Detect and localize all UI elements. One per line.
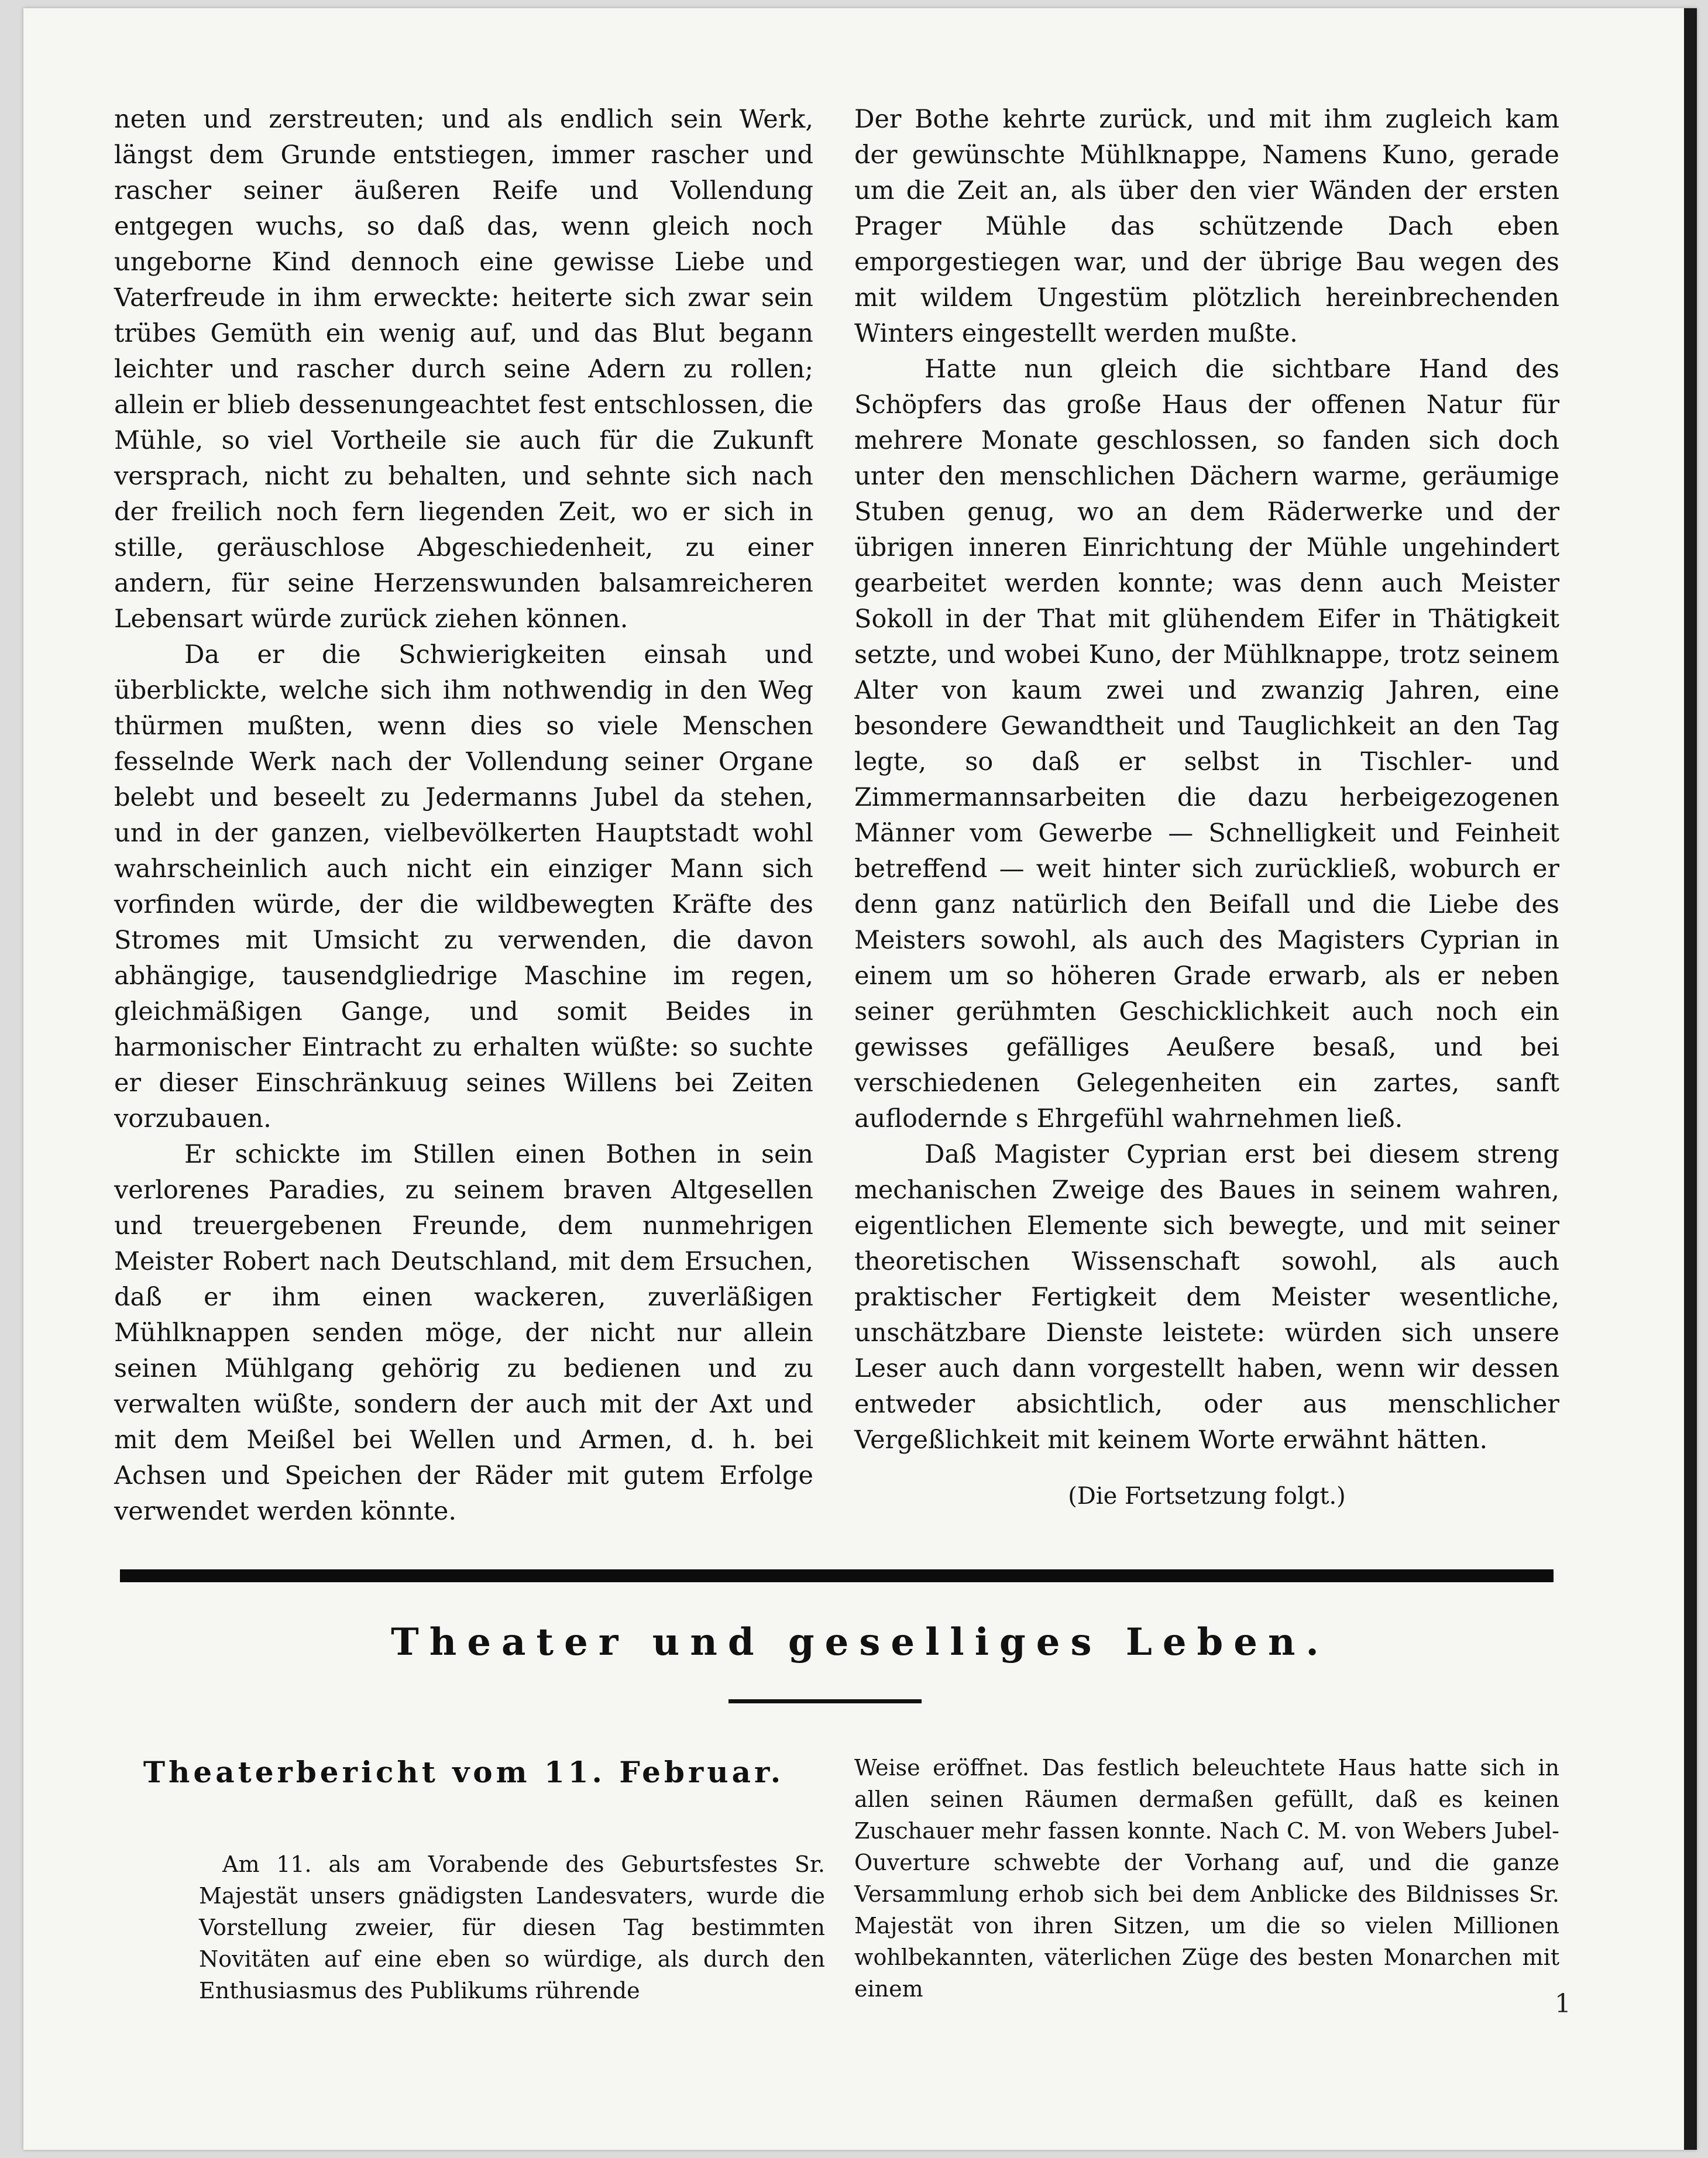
continuation-note: (Die Fortsetzung folgt.) [1068, 1483, 1346, 1510]
paragraph: neten und zerstreuten; und als endlich sein Werk, längst dem Grunde entstiegen, immer rascher und rascher seiner äußeren Reife und Vollendung entgegen wuchs, so daß das, wenn gleich noch ungeborne Kind dennoch eine gewisse Liebe und Vaterfreude in ihm erweckte: heiterte sich zwar sein trübes Gemüth ein wenig auf, und das Blut begann leichter und rascher durch seine Adern zu rollen; allein er blieb dessenungeachtet fest entschlossen, die Mühle, so viel Vortheile sie auch für die Zukunft versprach, nicht zu behalten, und sehnte sich nach der freilich noch fern liegenden Zeit, wo er sich in stille, geräuschlose Abgeschiedenheit, zu einer andern, für seine Herzenswunden balsamreicheren Lebensart würde zurück ziehen können. [114, 105, 813, 634]
report-left-column [199, 1848, 825, 2006]
article-right-column [854, 102, 1559, 1458]
paragraph: Der Bothe kehrte zurück, und mit ihm zugleich kam der gewünschte Mühlknappe, Namens Kuno, gerade um die Zeit an, als über den vier Wänden der ersten Prager Mühle das schützende Dach eben emporgestiegen war, und der übrige Bau wegen des mit wildem Ungestüm plötzlich hereinbrechenden Winters eingestellt werden mußte. [854, 105, 1559, 348]
scan-edge [1684, 8, 1697, 2150]
paragraph: Hatte nun gleich die sichtbare Hand des Schöpfers das große Haus der offenen Natur für mehrere Monate geschlossen, so fanden sich doch unter den menschlichen Dächern warme, geräumige Stuben genug, wo an dem Räderwerke und der übrigen inneren Einrichtung der Mühle ungehindert gearbeitet werden konnte; was denn auch Meister Sokoll in der That mit glühendem Eifer in Thätigkeit setzte, und wobei Kuno, der Mühlknappe, trotz seinem Alter von kaum zwei und zwanzig Jahren, eine besondere Gewandtheit und Tauglichkeit an den Tag legte, so daß er selbst in Tischler- und Zimmermannsarbeiten die dazu herbeigezogenen Männer vom Gewerbe — Schnelligkeit und Feinheit betreffend — weit hinter sich zurückließ, woburch er denn ganz natürlich den Beifall und die Liebe des Meisters sowohl, als auch des Magisters Cyprian in einem um so höheren Grade erwarb, als er neben seiner gerühmten Geschicklichkeit auch noch ein gewisses gefälliges Aeußere besaß, und bei verschiedenen Gelegenheiten ein zartes, sanft auflodernde s Ehrgefühl wahrnehmen ließ. [854, 355, 1559, 1133]
report-title: Theaterbericht vom 11. Februar. [143, 1755, 785, 1789]
heading-underline [728, 1699, 922, 1703]
paragraph: Er schickte im Stillen einen Bothen in sein verlorenes Paradies, zu seinem braven Altgesellen und treuergebenen Freunde, dem nunmehrigen Meister Robert nach Deutschland, mit dem Ersuchen, daß er ihm einen wackeren, zuverläßigen Mühlknappen senden möge, der nicht nur allein seinen Mühlgang gehörig zu bedienen und zu verwalten wüßte, sondern der auch mit der Axt und mit dem Meißel bei Wellen und Armen, d. h. bei Achsen und Speichen der Räder mit gutem Erfolge verwendet werden könnte. [114, 1140, 813, 1526]
paragraph: Am 11. als am Vorabende des Geburtsfestes Sr. Majestät unsers gnädigsten Landesvaters, wurde die Vorstellung zweier, für diesen Tag bestimmten Novitäten auf eine eben so würdige, als durch den Enthusiasmus des Publikums rührende [199, 1851, 825, 2004]
newspaper-page [23, 8, 1697, 2150]
section-heading: Theater und geselliges Leben. [391, 1620, 1329, 1664]
section-divider [120, 1569, 1554, 1582]
paragraph: Daß Magister Cyprian erst bei diesem streng mechanischen Zweige des Baues in seinem wahren, eigentlichen Elemente sich bewegte, und mit seiner theoretischen Wissenschaft sowohl, als auch praktischer Fertigkeit dem Meister wesentliche, unschätzbare Dienste leistete: würden sich unsere Leser auch dann vorgestellt haben, wenn wir dessen entweder absichtlich, oder aus menschlicher Vergeßlichkeit mit keinem Worte erwähnt hätten. [854, 1140, 1559, 1455]
page-mark: 1 [1555, 1989, 1571, 2019]
paragraph: Weise eröffnet. Das festlich beleuchtete Haus hatte sich in allen seinen Räumen dermaßen gefüllt, daß es keinen Zuschauer mehr fassen konnte. Nach C. M. von Webers Jubel-Ouverture schwebte der Vorhang auf, und die ganze Versammlung erhob sich bei dem Anblicke des Bildnisses Sr. Majestät von ihren Sitzen, um die so vielen Millionen wohlbekannten, väterlichen Züge des besten Monarchen mit einem [854, 1755, 1559, 2002]
report-right-column [854, 1752, 1559, 2005]
article-left-column [114, 102, 813, 1530]
paragraph: Da er die Schwierigkeiten einsah und überblickte, welche sich ihm nothwendig in den Weg thürmen mußten, wenn dies so viele Menschen fesselnde Werk nach der Vollendung seiner Organe belebt und beseelt zu Jedermanns Jubel da stehen, und in der ganzen, vielbevölkerten Hauptstadt wohl wahrscheinlich auch nicht ein einziger Mann sich vorfinden würde, der die wildbewegten Kräfte des Stromes mit Umsicht zu verwenden, die davon abhängige, tausendgliedrige Maschine im regen, gleichmäßigen Gange, und somit Beides in harmonischer Eintracht zu erhalten wüßte: so suchte er dieser Einschränkuug seines Willens bei Zeiten vorzubauen. [114, 640, 813, 1133]
